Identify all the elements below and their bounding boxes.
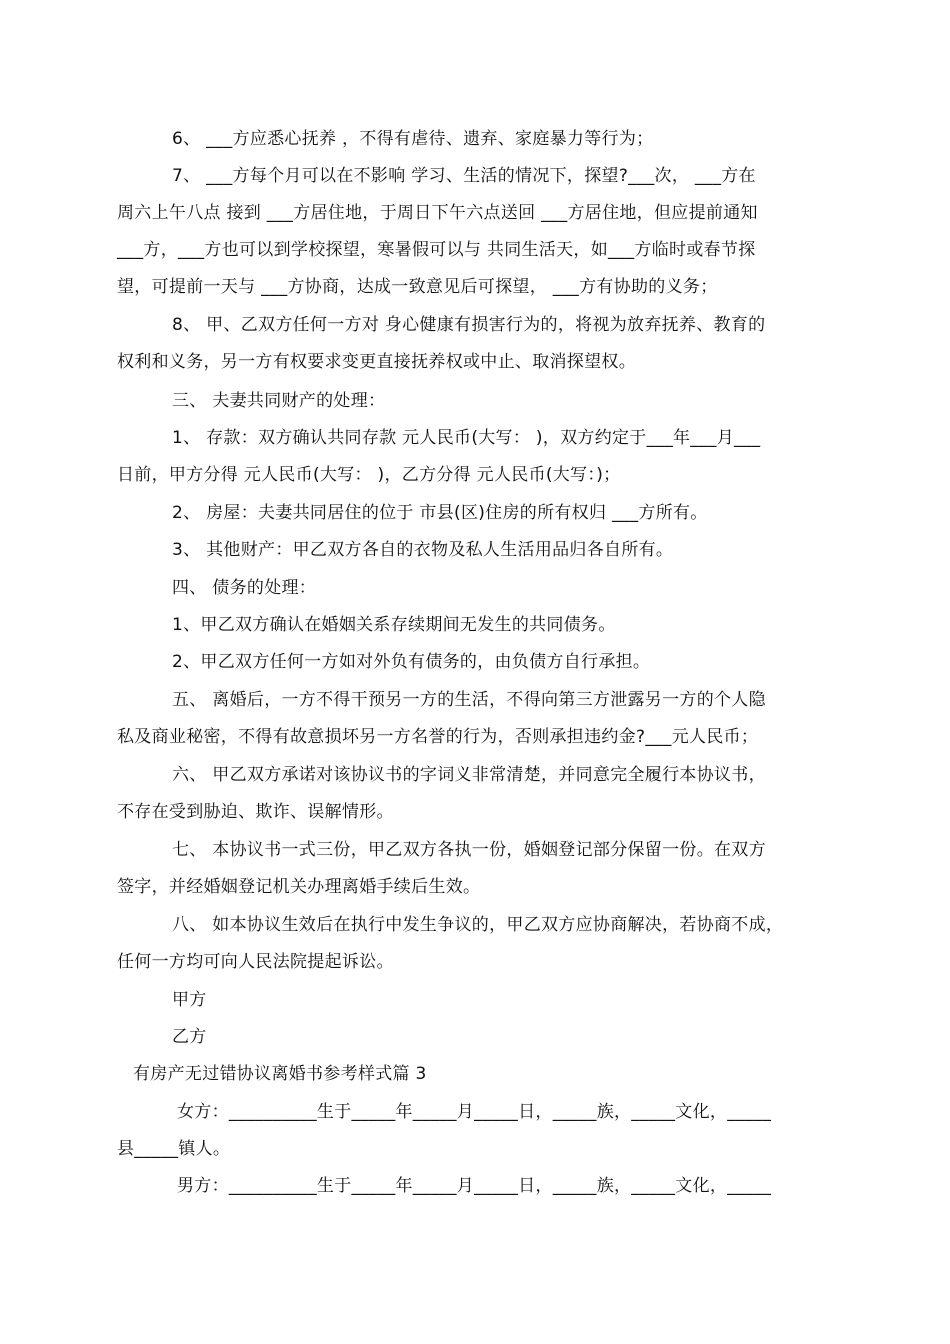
section-4-heading: 四、 债务的处理： <box>172 578 317 598</box>
clause-6: 6、 ___方应悉心抚养 ，不得有虐待、遗弃、家庭暴力等行为； <box>172 129 654 149</box>
section-5-line-2: 私及商业秘密，不得有故意损坏另一方名誉的行为，否则承担违约金?___元人民币； <box>117 727 759 747</box>
clause-8-line-2: 权利和义务，另一方有权要求变更直接抚养权或中止、取消探望权。 <box>117 352 636 372</box>
section-8-line-1: 八、 如本协议生效后在执行中发生争议的，甲乙双方应协商解决，若协商不成， <box>172 915 784 935</box>
male-party-line-1: 男方：__________生于_____年_____月_____日，_____族，_____文化，_____ <box>177 1176 772 1196</box>
debt-2: 2、甲乙双方任何一方如对外负有债务的，由负债方自行承担。 <box>172 652 651 672</box>
property-2: 2、 房屋：夫妻共同居住的位于 市县(区)住房的所有权归 ___方所有。 <box>172 503 708 523</box>
party-a-signature-label: 甲方 <box>172 990 207 1010</box>
property-3: 3、 其他财产：甲乙双方各自的衣物及私人生活用品归各自所有。 <box>172 540 674 560</box>
property-1-line-1: 1、 存款：双方确认共同存款 元人民币(大写： )，双方约定于___年___月___ <box>172 428 761 448</box>
section-6-line-1: 六、 甲乙双方承诺对该协议书的字词义非常清楚，并同意完全履行本协议书， <box>172 765 766 785</box>
clause-7-line-4: 望，可提前一天与 ___方协商，达成一致意见后可探望， ___方有协助的义务； <box>117 277 718 297</box>
debt-1: 1、甲乙双方确认在婚姻关系存续期间无发生的共同债务。 <box>172 615 616 635</box>
clause-8-line-1: 8、 甲、乙双方任何一方对 身心健康有损害行为的，将视为放弃抚养、教育的 <box>172 315 766 335</box>
property-1-line-2: 日前，甲方分得 元人民币(大写： )，乙方分得 元人民币(大写：)； <box>117 465 621 485</box>
clause-7-line-3: ___方，___方也可以到学校探望，寒暑假可以与 共同生活天，如___方临时或春节探 <box>117 240 756 260</box>
party-b-signature-label: 乙方 <box>172 1027 207 1047</box>
section-7-line-2: 签字，并经婚姻登记机关办理离婚手续后生效。 <box>117 877 481 897</box>
female-party-line-1: 女方：__________生于_____年_____月_____日，_____族，_____文化，_____ <box>177 1102 772 1122</box>
section-7-line-1: 七、 本协议书一式三份，甲乙双方各执一份，婚姻登记部分保留一份。在双方 <box>172 840 766 860</box>
female-party-line-2: 县_____镇人。 <box>117 1139 231 1159</box>
section-8-line-2: 任何一方均可向人民法院提起诉讼。 <box>117 952 394 972</box>
section-5-line-1: 五、 离婚后，一方不得干预另一方的生活，不得向第三方泄露另一方的个人隐 <box>172 690 766 710</box>
clause-7-line-2: 周六上午八点 接到 ___方居住地，于周日下午六点送回 ___方居住地，但应提前通知 <box>117 203 758 223</box>
clause-7-line-1: 7、 ___方每个月可以在不影响 学习、生活的情况下，探望?___次， ___方在 <box>172 166 756 186</box>
section-3-heading: 三、 夫妻共同财产的处理： <box>172 391 386 411</box>
section-6-line-2: 不存在受到胁迫、欺诈、误解情形。 <box>117 802 394 822</box>
section-title: 有房产无过错协议离婚书参考样式篇 3 <box>133 1064 427 1084</box>
